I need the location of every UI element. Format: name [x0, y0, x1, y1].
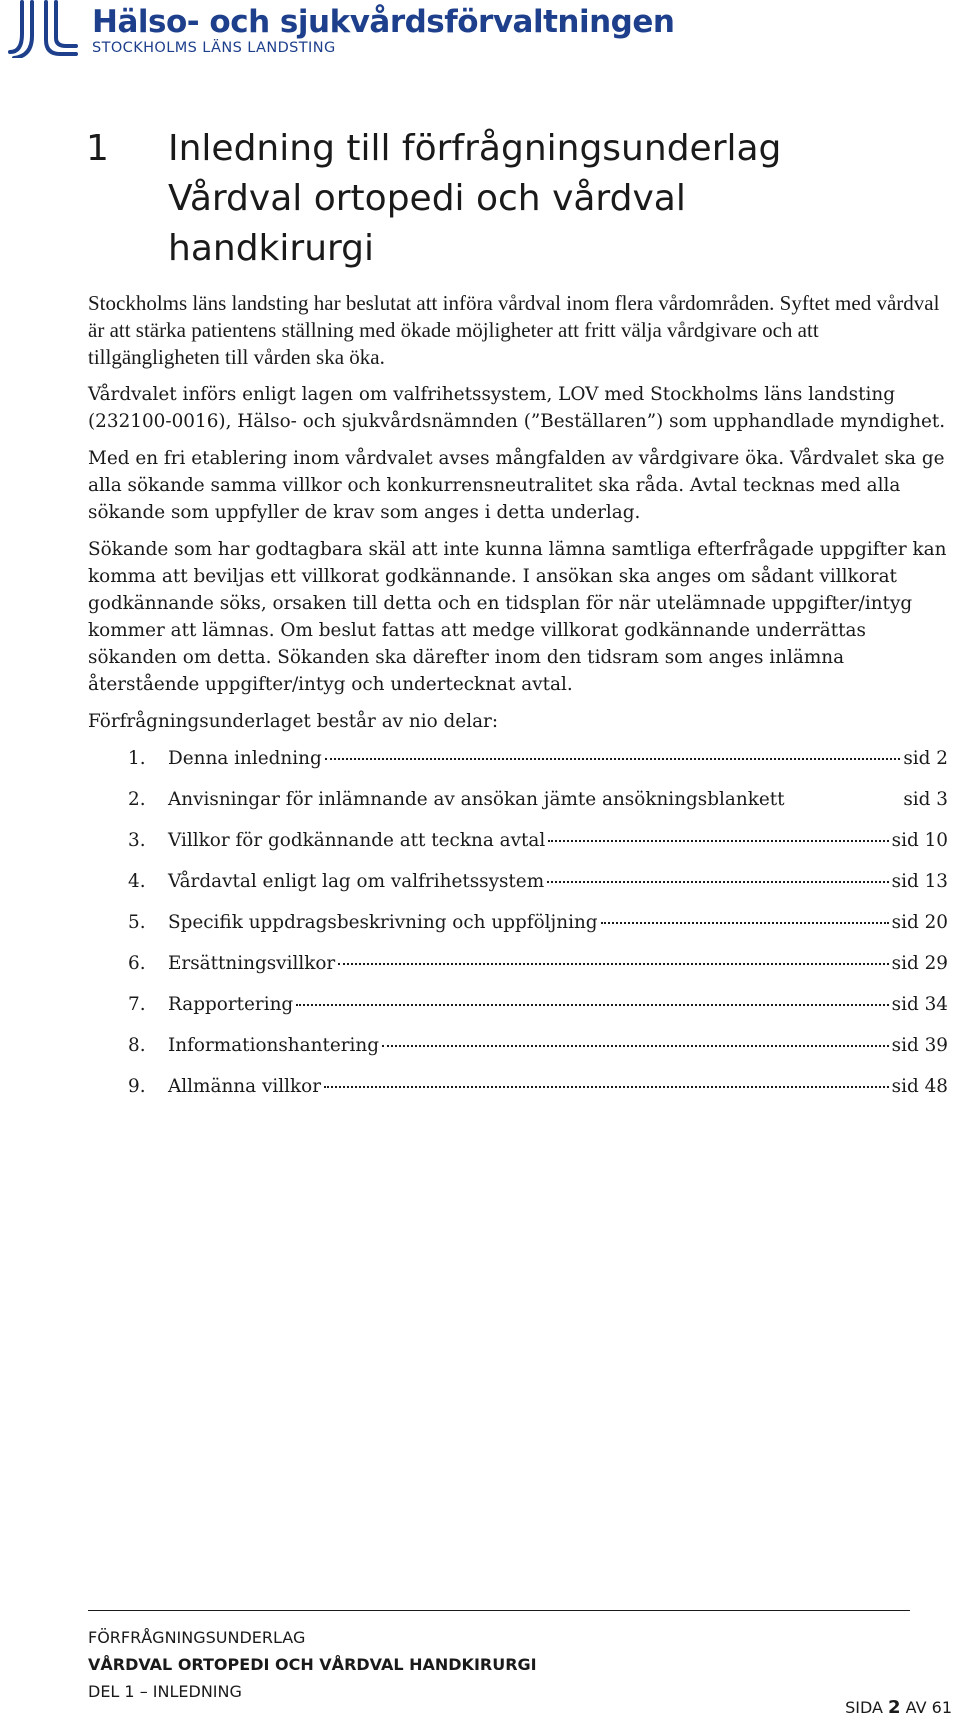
- toc-item-page: sid 2: [903, 748, 948, 769]
- chapter-heading: [86, 124, 906, 274]
- toc-item-number: 4.: [128, 871, 146, 892]
- toc-item: [128, 1073, 948, 1114]
- sll-logo-icon: [8, 0, 80, 58]
- page-number: [845, 1697, 952, 1718]
- page-total: 61: [931, 1698, 952, 1717]
- toc-item-leader: [601, 922, 889, 924]
- toc-item-leader: [382, 1045, 889, 1047]
- toc-item: [128, 991, 948, 1032]
- toc-item-title: Villkor för godkännande att teckna avtal: [168, 830, 546, 851]
- organization-name: Hälso- och sjukvårdsförvaltningen: [92, 4, 675, 40]
- toc-item-page: sid 29: [891, 953, 948, 974]
- footer-section: DEL 1 – INLEDNING: [88, 1682, 242, 1701]
- toc-item-leader: [338, 963, 888, 965]
- toc-item-number: 2.: [128, 789, 146, 810]
- footer-document-type: FÖRFRÅGNINGSUNDERLAG: [88, 1628, 306, 1647]
- toc-item-title: Anvisningar för inlämnande av ansökan jämte ansökningsblankett: [168, 789, 785, 810]
- toc-item-page: sid 48: [891, 1076, 948, 1097]
- toc-item: [128, 909, 948, 950]
- chapter-title-line-3: handkirurgi: [168, 228, 375, 269]
- toc-item: [128, 950, 948, 991]
- toc-item-number: 3.: [128, 830, 146, 851]
- toc-item-title: Allmänna villkor: [168, 1076, 321, 1097]
- footer-divider: [88, 1610, 910, 1611]
- toc-item-leader: [548, 840, 888, 842]
- chapter-title-line-1: Inledning till förfrågningsunderlag: [168, 128, 782, 169]
- toc-item: [128, 827, 948, 868]
- toc-item-title: Informationshantering: [168, 1035, 380, 1056]
- toc-item: [128, 1032, 948, 1073]
- toc-item-page: sid 10: [891, 830, 948, 851]
- toc-item-title: Specifik uppdragsbeskrivning och uppföljning: [168, 912, 598, 933]
- toc-item-title: Denna inledning: [168, 748, 322, 769]
- toc-item-page: sid 20: [891, 912, 948, 933]
- toc-item-title: Vårdavtal enligt lag om valfrihetssystem: [168, 871, 545, 892]
- toc-item-number: 8.: [128, 1035, 146, 1056]
- paragraph-villkorat: Sökande som har godtagbara skäl att inte kunna lämna samtliga efterfrågade uppgifter kan komma att beviljas ett villkorat godkännande. I ansökan ska anges om sådant villkorat godkännande söks, orsaken till detta och en tidsplan för när utelämnade uppgifter/intyg kommer att lämnas. Om beslut fattas att medge villkorat godkännande underrättas sökanden om detta. Sökanden ska därefter inom den tidsram som anges inlämna återstående uppgifter/intyg och undertecknat avtal.: [88, 539, 947, 695]
- footer-document-title: VÅRDVAL ORTOPEDI OCH VÅRDVAL HANDKIRURGI: [88, 1655, 537, 1674]
- toc-item-leader: [324, 1086, 889, 1088]
- organization-subtitle: STOCKHOLMS LÄNS LANDSTING: [92, 40, 336, 56]
- toc-item-number: 7.: [128, 994, 146, 1015]
- paragraph-toc-intro: Förfrågningsunderlaget består av nio delar:: [88, 711, 499, 732]
- chapter-number: 1: [86, 128, 109, 169]
- table-of-contents: [128, 745, 948, 1114]
- toc-item: [128, 868, 948, 909]
- body-text: [88, 290, 948, 1114]
- page-prefix: SIDA: [845, 1698, 883, 1717]
- toc-item-number: 5.: [128, 912, 146, 933]
- page-footer: [88, 1624, 537, 1705]
- page-header: [8, 0, 674, 60]
- page-separator: AV: [905, 1698, 927, 1717]
- toc-item-page: sid 39: [891, 1035, 948, 1056]
- toc-item-page: sid 3: [903, 789, 948, 810]
- toc-item-leader: [325, 758, 901, 760]
- toc-item-number: 9.: [128, 1076, 146, 1097]
- paragraph-etablering: Med en fri etablering inom vårdvalet avses mångfalden av vårdgivare öka. Vårdvalet ska ge alla sökande samma villkor och konkurrensneutralitet ska råda. Avtal tecknas med alla sökande som uppfyller de krav som anges i detta underlag.: [88, 448, 945, 523]
- toc-item-title: Ersättningsvillkor: [168, 953, 336, 974]
- toc-item-leader: [547, 881, 889, 883]
- toc-item: [128, 745, 948, 786]
- toc-item-title: Rapportering: [168, 994, 294, 1015]
- toc-item-number: 1.: [128, 748, 146, 769]
- toc-item-number: 6.: [128, 953, 146, 974]
- paragraph-intro: Stockholms läns landsting har beslutat att införa vårdval inom flera vårdområden. Syftet med vårdval är att stärka patientens ställning med ökade möjligheter att fritt välja vårdgivare och att tillgängligheten till vården ska öka.: [88, 291, 940, 369]
- toc-item-page: sid 34: [891, 994, 948, 1015]
- toc-item-leader: [296, 1004, 888, 1006]
- paragraph-lov: Vårdvalet införs enligt lagen om valfrihetssystem, LOV med Stockholms läns landsting (232100-0016), Hälso- och sjukvårdsnämnden (”Beställaren”) som upphandlade myndighet.: [88, 384, 946, 432]
- page-current: 2: [888, 1697, 901, 1718]
- toc-item: [128, 786, 948, 827]
- toc-item-page: sid 13: [891, 871, 948, 892]
- chapter-title-line-2: Vårdval ortopedi och vårdval: [168, 178, 686, 219]
